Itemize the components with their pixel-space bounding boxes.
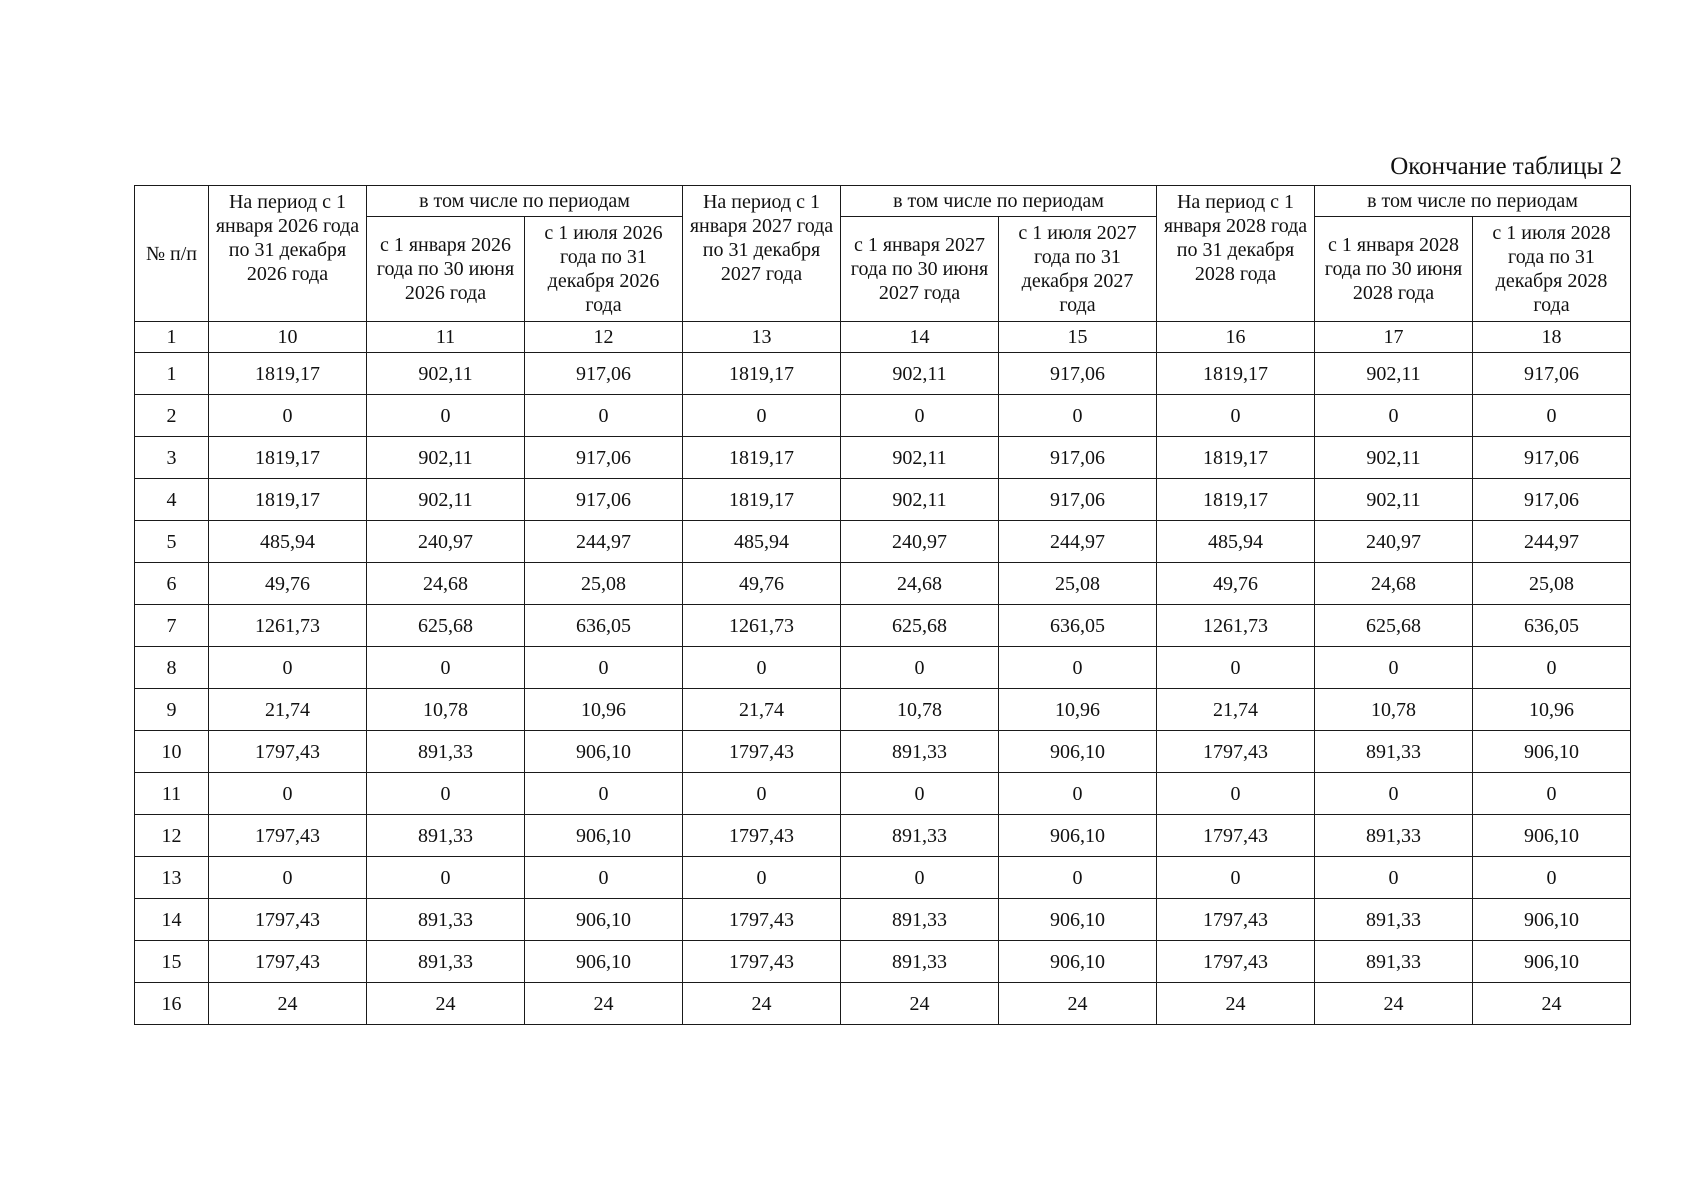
header-subgroup-2028-label: в том числе по периодам: [1367, 190, 1578, 212]
value-cell: 485,94: [209, 521, 367, 563]
value-cell: 917,06: [1473, 437, 1631, 479]
value-cell: 906,10: [525, 731, 683, 773]
value-cell: 1819,17: [209, 437, 367, 479]
value-cell: 0: [683, 773, 841, 815]
value-cell: 906,10: [999, 815, 1157, 857]
table-row: [135, 563, 1631, 605]
row-number-cell: 14: [135, 899, 209, 941]
header-h2-2026: [525, 217, 683, 322]
value-cell: 917,06: [525, 353, 683, 395]
value-cell: 0: [525, 857, 683, 899]
value-cell: 0: [999, 395, 1157, 437]
value-cell: 240,97: [367, 521, 525, 563]
row-number-cell: 11: [135, 773, 209, 815]
value-cell: 891,33: [1315, 941, 1473, 983]
table-row: [135, 647, 1631, 689]
row-number-cell: 8: [135, 647, 209, 689]
table-row: [135, 941, 1631, 983]
value-cell: 49,76: [209, 563, 367, 605]
table-row: [135, 857, 1631, 899]
value-cell: 24: [683, 983, 841, 1025]
value-cell: 0: [1315, 395, 1473, 437]
value-cell: 906,10: [525, 941, 683, 983]
value-cell: 902,11: [1315, 353, 1473, 395]
value-cell: 244,97: [1473, 521, 1631, 563]
value-cell: 917,06: [999, 479, 1157, 521]
table-caption: Окончание таблицы 2: [1390, 153, 1622, 180]
value-cell: 906,10: [1473, 941, 1631, 983]
value-cell: 0: [209, 773, 367, 815]
value-cell: 24,68: [367, 563, 525, 605]
tariff-table: [134, 185, 1631, 1025]
value-cell: 891,33: [1315, 815, 1473, 857]
value-cell: 1797,43: [683, 899, 841, 941]
column-number: 18: [1473, 322, 1631, 353]
table-row: [135, 479, 1631, 521]
value-cell: 24: [367, 983, 525, 1025]
value-cell: 0: [367, 773, 525, 815]
table-row: [135, 353, 1631, 395]
table-row: [135, 731, 1631, 773]
header-h1-2028: [1315, 217, 1473, 322]
value-cell: 485,94: [683, 521, 841, 563]
value-cell: 1819,17: [209, 353, 367, 395]
value-cell: 891,33: [841, 731, 999, 773]
table-row: [135, 395, 1631, 437]
value-cell: 1819,17: [209, 479, 367, 521]
table-row: [135, 815, 1631, 857]
header-num-col: [135, 186, 209, 322]
value-cell: 1819,17: [683, 353, 841, 395]
header-h2-2028-label: с 1 июля 2028 года по 31 декабря 2028 года: [1492, 222, 1611, 316]
value-cell: 0: [841, 647, 999, 689]
value-cell: 0: [999, 647, 1157, 689]
value-cell: 0: [1473, 647, 1631, 689]
value-cell: 906,10: [999, 899, 1157, 941]
value-cell: 21,74: [209, 689, 367, 731]
value-cell: 24: [1315, 983, 1473, 1025]
value-cell: 891,33: [841, 941, 999, 983]
value-cell: 10,78: [367, 689, 525, 731]
value-cell: 0: [209, 647, 367, 689]
value-cell: 24,68: [841, 563, 999, 605]
value-cell: 902,11: [367, 353, 525, 395]
value-cell: 0: [367, 647, 525, 689]
value-cell: 1819,17: [1157, 479, 1315, 521]
value-cell: 906,10: [999, 941, 1157, 983]
value-cell: 1819,17: [683, 479, 841, 521]
value-cell: 636,05: [999, 605, 1157, 647]
value-cell: 636,05: [1473, 605, 1631, 647]
value-cell: 0: [1157, 857, 1315, 899]
value-cell: 891,33: [1315, 731, 1473, 773]
header-row-1: [135, 186, 1631, 217]
value-cell: 891,33: [367, 815, 525, 857]
value-cell: 1797,43: [209, 941, 367, 983]
header-subgroup-2027-label: в том числе по периодам: [893, 190, 1104, 212]
value-cell: 25,08: [525, 563, 683, 605]
header-h1-2027-label: с 1 января 2027 года по 30 июня 2027 года: [850, 234, 989, 304]
header-subgroup-2027: [841, 186, 1157, 217]
value-cell: 1819,17: [1157, 353, 1315, 395]
value-cell: 0: [841, 857, 999, 899]
value-cell: 0: [999, 773, 1157, 815]
value-cell: 0: [683, 857, 841, 899]
column-number: 15: [999, 322, 1157, 353]
value-cell: 0: [1473, 857, 1631, 899]
value-cell: 0: [209, 395, 367, 437]
value-cell: 0: [1315, 857, 1473, 899]
value-cell: 0: [1157, 395, 1315, 437]
value-cell: 0: [683, 647, 841, 689]
value-cell: 0: [525, 395, 683, 437]
column-number: 11: [367, 322, 525, 353]
value-cell: 1797,43: [683, 815, 841, 857]
value-cell: 1819,17: [1157, 437, 1315, 479]
column-number: 1: [135, 322, 209, 353]
value-cell: 25,08: [1473, 563, 1631, 605]
column-number: 17: [1315, 322, 1473, 353]
table-row: [135, 521, 1631, 563]
value-cell: 0: [525, 647, 683, 689]
column-number-row: [135, 322, 1631, 353]
table-row: [135, 773, 1631, 815]
value-cell: 24: [209, 983, 367, 1025]
value-cell: 24: [525, 983, 683, 1025]
value-cell: 902,11: [841, 437, 999, 479]
value-cell: 902,11: [367, 437, 525, 479]
value-cell: 891,33: [367, 899, 525, 941]
value-cell: 10,78: [841, 689, 999, 731]
value-cell: 1261,73: [1157, 605, 1315, 647]
value-cell: 0: [1315, 647, 1473, 689]
value-cell: 1819,17: [683, 437, 841, 479]
value-cell: 906,10: [1473, 731, 1631, 773]
value-cell: 917,06: [999, 353, 1157, 395]
value-cell: 21,74: [1157, 689, 1315, 731]
row-number-cell: 2: [135, 395, 209, 437]
row-number-cell: 9: [135, 689, 209, 731]
row-number-cell: 7: [135, 605, 209, 647]
value-cell: 25,08: [999, 563, 1157, 605]
header-period-2026: [209, 186, 367, 322]
value-cell: 0: [367, 395, 525, 437]
column-number: 14: [841, 322, 999, 353]
value-cell: 906,10: [999, 731, 1157, 773]
value-cell: 906,10: [1473, 815, 1631, 857]
value-cell: 1797,43: [1157, 731, 1315, 773]
value-cell: 1797,43: [1157, 899, 1315, 941]
value-cell: 49,76: [1157, 563, 1315, 605]
value-cell: 240,97: [841, 521, 999, 563]
value-cell: 891,33: [841, 815, 999, 857]
header-h2-2028: [1473, 217, 1631, 322]
header-h1-2026-label: с 1 января 2026 года по 30 июня 2026 года: [376, 234, 515, 304]
value-cell: 902,11: [1315, 437, 1473, 479]
value-cell: 0: [1157, 773, 1315, 815]
column-number: 10: [209, 322, 367, 353]
header-h2-2026-label: с 1 июля 2026 года по 31 декабря 2026 года: [544, 222, 663, 316]
value-cell: 625,68: [841, 605, 999, 647]
column-number: 13: [683, 322, 841, 353]
value-cell: 10,96: [525, 689, 683, 731]
value-cell: 906,10: [1473, 899, 1631, 941]
table-row: [135, 605, 1631, 647]
value-cell: 244,97: [999, 521, 1157, 563]
value-cell: 902,11: [841, 479, 999, 521]
table-row: [135, 437, 1631, 479]
value-cell: 10,96: [1473, 689, 1631, 731]
row-number-cell: 15: [135, 941, 209, 983]
value-cell: 1797,43: [1157, 815, 1315, 857]
value-cell: 244,97: [525, 521, 683, 563]
row-number-cell: 1: [135, 353, 209, 395]
header-num-col-label: № п/п: [145, 242, 198, 265]
value-cell: 1261,73: [209, 605, 367, 647]
value-cell: 906,10: [525, 899, 683, 941]
column-number: 16: [1157, 322, 1315, 353]
header-h1-2028-label: с 1 января 2028 года по 30 июня 2028 года: [1324, 234, 1463, 304]
value-cell: 0: [1473, 395, 1631, 437]
value-cell: 0: [209, 857, 367, 899]
value-cell: 891,33: [367, 941, 525, 983]
table-row: [135, 689, 1631, 731]
row-number-cell: 12: [135, 815, 209, 857]
value-cell: 1797,43: [209, 815, 367, 857]
header-period-2028-label: На период с 1 января 2028 года по 31 декабря 2028 года: [1163, 191, 1308, 285]
value-cell: 636,05: [525, 605, 683, 647]
column-number: 12: [525, 322, 683, 353]
value-cell: 1797,43: [209, 899, 367, 941]
value-cell: 902,11: [841, 353, 999, 395]
value-cell: 24,68: [1315, 563, 1473, 605]
value-cell: 10,96: [999, 689, 1157, 731]
value-cell: 917,06: [525, 437, 683, 479]
header-subgroup-2028: [1315, 186, 1631, 217]
value-cell: 0: [1473, 773, 1631, 815]
value-cell: 917,06: [1473, 353, 1631, 395]
row-number-cell: 5: [135, 521, 209, 563]
value-cell: 24: [999, 983, 1157, 1025]
value-cell: 1797,43: [683, 941, 841, 983]
row-number-cell: 16: [135, 983, 209, 1025]
value-cell: 24: [1473, 983, 1631, 1025]
value-cell: 0: [1157, 647, 1315, 689]
value-cell: 891,33: [367, 731, 525, 773]
row-number-cell: 4: [135, 479, 209, 521]
value-cell: 906,10: [525, 815, 683, 857]
value-cell: 1797,43: [683, 731, 841, 773]
value-cell: 917,06: [1473, 479, 1631, 521]
value-cell: 485,94: [1157, 521, 1315, 563]
value-cell: 240,97: [1315, 521, 1473, 563]
value-cell: 891,33: [841, 899, 999, 941]
table-row: [135, 983, 1631, 1025]
header-subgroup-2026: [367, 186, 683, 217]
value-cell: 902,11: [367, 479, 525, 521]
row-number-cell: 6: [135, 563, 209, 605]
header-period-2027: [683, 186, 841, 322]
value-cell: 625,68: [367, 605, 525, 647]
value-cell: 24: [1157, 983, 1315, 1025]
value-cell: 0: [525, 773, 683, 815]
value-cell: 625,68: [1315, 605, 1473, 647]
header-h2-2027-label: с 1 июля 2027 года по 31 декабря 2027 года: [1018, 222, 1137, 316]
value-cell: 902,11: [1315, 479, 1473, 521]
table-row: [135, 899, 1631, 941]
value-cell: 0: [841, 773, 999, 815]
header-h2-2027: [999, 217, 1157, 322]
value-cell: 917,06: [525, 479, 683, 521]
row-number-cell: 3: [135, 437, 209, 479]
value-cell: 0: [841, 395, 999, 437]
value-cell: 10,78: [1315, 689, 1473, 731]
value-cell: 1797,43: [209, 731, 367, 773]
header-h1-2027: [841, 217, 999, 322]
value-cell: 1261,73: [683, 605, 841, 647]
header-h1-2026: [367, 217, 525, 322]
value-cell: 0: [1315, 773, 1473, 815]
value-cell: 891,33: [1315, 899, 1473, 941]
value-cell: 1797,43: [1157, 941, 1315, 983]
value-cell: 0: [999, 857, 1157, 899]
value-cell: 0: [367, 857, 525, 899]
value-cell: 49,76: [683, 563, 841, 605]
row-number-cell: 13: [135, 857, 209, 899]
header-subgroup-2026-label: в том числе по периодам: [419, 190, 630, 212]
header-period-2028: [1157, 186, 1315, 322]
value-cell: 0: [683, 395, 841, 437]
value-cell: 21,74: [683, 689, 841, 731]
row-number-cell: 10: [135, 731, 209, 773]
value-cell: 24: [841, 983, 999, 1025]
value-cell: 917,06: [999, 437, 1157, 479]
header-period-2027-label: На период с 1 января 2027 года по 31 декабря 2027 года: [689, 191, 834, 285]
header-period-2026-label: На период с 1 января 2026 года по 31 декабря 2026 года: [215, 191, 360, 285]
